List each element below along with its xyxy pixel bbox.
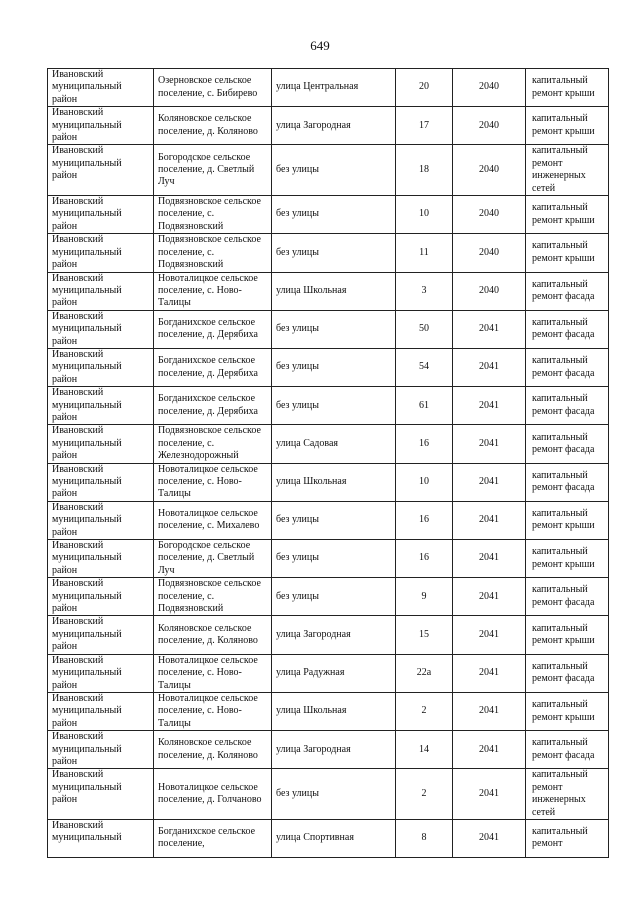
repair-schedule-table <box>47 68 609 858</box>
table-row <box>48 234 609 272</box>
street-cell: без улицы <box>272 387 396 425</box>
district-cell: Ивановский муниципальный район <box>48 272 154 310</box>
district-cell: Ивановский муниципальный район <box>48 387 154 425</box>
work-type-cell: капитальный ремонт инженерных сетей <box>526 145 609 196</box>
house-number-cell: 3 <box>396 272 453 310</box>
work-type-cell: капитальный ремонт крыши <box>526 616 609 654</box>
district-cell: Ивановский муниципальный район <box>48 501 154 539</box>
table-row <box>48 692 609 730</box>
work-type-cell: капитальный ремонт фасада <box>526 731 609 769</box>
district-cell: Ивановский муниципальный район <box>48 654 154 692</box>
settlement-cell: Богданихское сельское поселение, д. Дерябиха <box>154 348 272 386</box>
settlement-cell: Коляновское сельское поселение, д. Коляново <box>154 616 272 654</box>
street-cell: улица Загородная <box>272 107 396 145</box>
work-type-cell: капитальный ремонт крыши <box>526 69 609 107</box>
year-cell: 2041 <box>453 769 526 820</box>
page-number: 649 <box>310 38 330 53</box>
district-cell: Ивановский муниципальный район <box>48 540 154 578</box>
house-number-cell: 50 <box>396 310 453 348</box>
settlement-cell: Подвязновское сельское поселение, с. Подвязновский <box>154 196 272 234</box>
district-cell: Ивановский муниципальный район <box>48 692 154 730</box>
work-type-cell: капитальный ремонт крыши <box>526 540 609 578</box>
settlement-cell: Подвязновское сельское поселение, с. Подвязновский <box>154 234 272 272</box>
work-type-cell: капитальный ремонт фасада <box>526 387 609 425</box>
house-number-cell: 61 <box>396 387 453 425</box>
table-row <box>48 731 609 769</box>
year-cell: 2041 <box>453 425 526 463</box>
table-row <box>48 501 609 539</box>
street-cell: улица Школьная <box>272 463 396 501</box>
settlement-cell: Новоталицкое сельское поселение, с. Ново-Талицы <box>154 692 272 730</box>
table-row <box>48 272 609 310</box>
district-cell: Ивановский муниципальный район <box>48 310 154 348</box>
settlement-cell: Богородское сельское поселение, д. Светлый Луч <box>154 540 272 578</box>
year-cell: 2041 <box>453 348 526 386</box>
street-cell: без улицы <box>272 348 396 386</box>
table-row <box>48 578 609 616</box>
street-cell: улица Садовая <box>272 425 396 463</box>
table-row <box>48 196 609 234</box>
street-cell: без улицы <box>272 196 396 234</box>
house-number-cell: 8 <box>396 819 453 857</box>
house-number-cell: 16 <box>396 501 453 539</box>
table-row <box>48 348 609 386</box>
table-row <box>48 69 609 107</box>
year-cell: 2040 <box>453 272 526 310</box>
district-cell: Ивановский муниципальный <box>48 819 154 857</box>
settlement-cell: Новоталицкое сельское поселение, с. Ново-Талицы <box>154 272 272 310</box>
year-cell: 2041 <box>453 540 526 578</box>
street-cell: без улицы <box>272 145 396 196</box>
settlement-cell: Новоталицкое сельское поселение, с. Ново-Талицы <box>154 463 272 501</box>
street-cell: улица Школьная <box>272 692 396 730</box>
year-cell: 2041 <box>453 310 526 348</box>
year-cell: 2041 <box>453 819 526 857</box>
work-type-cell: капитальный ремонт крыши <box>526 692 609 730</box>
settlement-cell: Богданихское сельское поселение, <box>154 819 272 857</box>
work-type-cell: капитальный ремонт крыши <box>526 107 609 145</box>
house-number-cell: 17 <box>396 107 453 145</box>
table-row <box>48 463 609 501</box>
year-cell: 2041 <box>453 501 526 539</box>
district-cell: Ивановский муниципальный район <box>48 769 154 820</box>
house-number-cell: 10 <box>396 196 453 234</box>
settlement-cell: Озерновское сельское поселение, с. Бибирево <box>154 69 272 107</box>
work-type-cell: капитальный ремонт крыши <box>526 501 609 539</box>
house-number-cell: 9 <box>396 578 453 616</box>
work-type-cell: капитальный ремонт <box>526 819 609 857</box>
work-type-cell: капитальный ремонт крыши <box>526 196 609 234</box>
settlement-cell: Подвязновское сельское поселение, с. Железнодорожный <box>154 425 272 463</box>
house-number-cell: 18 <box>396 145 453 196</box>
district-cell: Ивановский муниципальный район <box>48 578 154 616</box>
settlement-cell: Богородское сельское поселение, д. Светлый Луч <box>154 145 272 196</box>
year-cell: 2040 <box>453 69 526 107</box>
street-cell: улица Радужная <box>272 654 396 692</box>
settlement-cell: Новоталицкое сельское поселение, с. Михалево <box>154 501 272 539</box>
settlement-cell: Коляновское сельское поселение, д. Коляново <box>154 731 272 769</box>
year-cell: 2040 <box>453 107 526 145</box>
house-number-cell: 14 <box>396 731 453 769</box>
street-cell: без улицы <box>272 501 396 539</box>
settlement-cell: Коляновское сельское поселение, д. Коляново <box>154 107 272 145</box>
house-number-cell: 11 <box>396 234 453 272</box>
house-number-cell: 22а <box>396 654 453 692</box>
street-cell: улица Загородная <box>272 616 396 654</box>
table-row <box>48 616 609 654</box>
settlement-cell: Богданихское сельское поселение, д. Дерябиха <box>154 310 272 348</box>
street-cell: без улицы <box>272 769 396 820</box>
settlement-cell: Новоталицкое сельское поселение, д. Голчаново <box>154 769 272 820</box>
house-number-cell: 16 <box>396 540 453 578</box>
house-number-cell: 2 <box>396 692 453 730</box>
house-number-cell: 10 <box>396 463 453 501</box>
year-cell: 2041 <box>453 463 526 501</box>
street-cell: без улицы <box>272 234 396 272</box>
year-cell: 2040 <box>453 234 526 272</box>
settlement-cell: Подвязновское сельское поселение, с. Подвязновский <box>154 578 272 616</box>
settlement-cell: Богданихское сельское поселение, д. Дерябиха <box>154 387 272 425</box>
street-cell: улица Загородная <box>272 731 396 769</box>
district-cell: Ивановский муниципальный район <box>48 616 154 654</box>
table-row <box>48 310 609 348</box>
house-number-cell: 54 <box>396 348 453 386</box>
district-cell: Ивановский муниципальный район <box>48 234 154 272</box>
table-row <box>48 145 609 196</box>
table-row <box>48 387 609 425</box>
street-cell: без улицы <box>272 540 396 578</box>
table-row <box>48 654 609 692</box>
year-cell: 2041 <box>453 616 526 654</box>
table-row <box>48 819 609 857</box>
house-number-cell: 15 <box>396 616 453 654</box>
house-number-cell: 2 <box>396 769 453 820</box>
table-row <box>48 540 609 578</box>
work-type-cell: капитальный ремонт крыши <box>526 234 609 272</box>
work-type-cell: капитальный ремонт фасада <box>526 425 609 463</box>
table-row <box>48 769 609 820</box>
district-cell: Ивановский муниципальный район <box>48 348 154 386</box>
district-cell: Ивановский муниципальный район <box>48 425 154 463</box>
work-type-cell: капитальный ремонт инженерных сетей <box>526 769 609 820</box>
district-cell: Ивановский муниципальный район <box>48 463 154 501</box>
year-cell: 2041 <box>453 731 526 769</box>
work-type-cell: капитальный ремонт фасада <box>526 348 609 386</box>
year-cell: 2041 <box>453 654 526 692</box>
settlement-cell: Новоталицкое сельское поселение, с. Ново-Талицы <box>154 654 272 692</box>
table-row <box>48 107 609 145</box>
district-cell: Ивановский муниципальный район <box>48 107 154 145</box>
year-cell: 2041 <box>453 578 526 616</box>
street-cell: улица Школьная <box>272 272 396 310</box>
work-type-cell: капитальный ремонт фасада <box>526 310 609 348</box>
house-number-cell: 20 <box>396 69 453 107</box>
year-cell: 2041 <box>453 692 526 730</box>
street-cell: без улицы <box>272 310 396 348</box>
work-type-cell: капитальный ремонт фасада <box>526 654 609 692</box>
year-cell: 2040 <box>453 145 526 196</box>
table-body <box>48 69 609 858</box>
year-cell: 2041 <box>453 387 526 425</box>
district-cell: Ивановский муниципальный район <box>48 145 154 196</box>
street-cell: улица Центральная <box>272 69 396 107</box>
work-type-cell: капитальный ремонт фасада <box>526 463 609 501</box>
house-number-cell: 16 <box>396 425 453 463</box>
work-type-cell: капитальный ремонт фасада <box>526 272 609 310</box>
year-cell: 2040 <box>453 196 526 234</box>
street-cell: улица Спортивная <box>272 819 396 857</box>
district-cell: Ивановский муниципальный район <box>48 196 154 234</box>
table-row <box>48 425 609 463</box>
street-cell: без улицы <box>272 578 396 616</box>
district-cell: Ивановский муниципальный район <box>48 731 154 769</box>
district-cell: Ивановский муниципальный район <box>48 69 154 107</box>
work-type-cell: капитальный ремонт фасада <box>526 578 609 616</box>
